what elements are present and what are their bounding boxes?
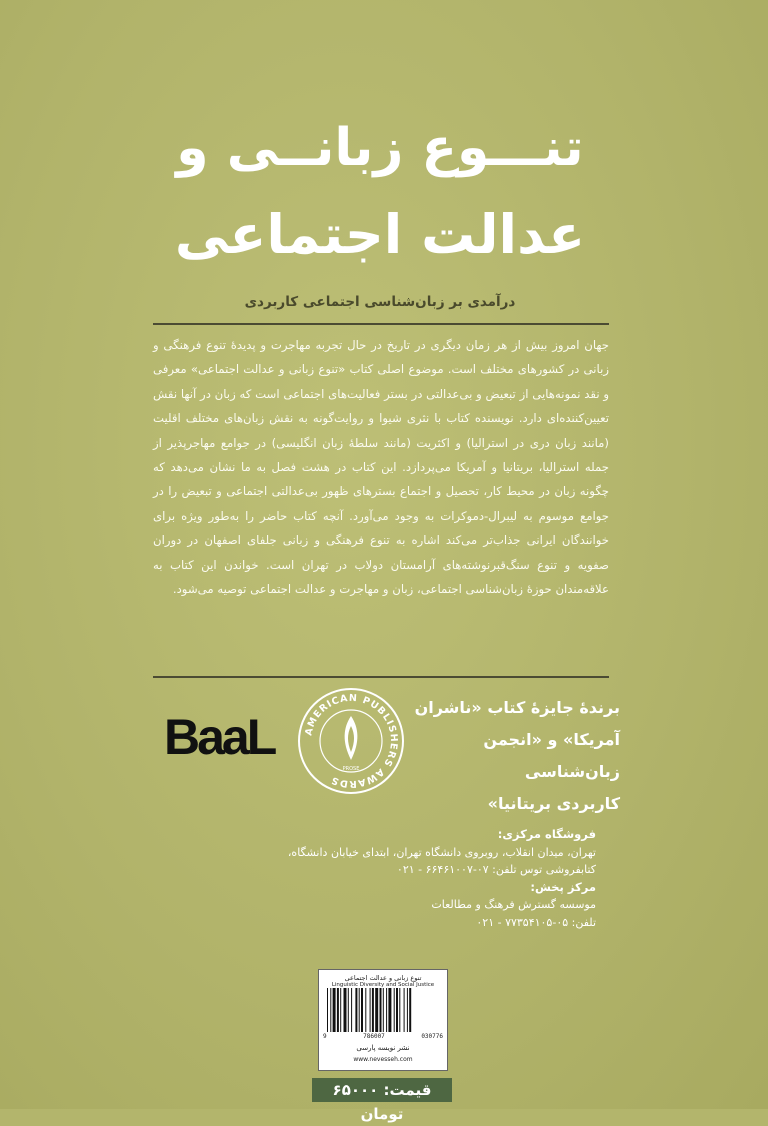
title-line-1: تنـــوع زبانــی و xyxy=(176,118,584,178)
barcode-bar xyxy=(348,988,349,1032)
divider-middle xyxy=(153,676,609,678)
barcode-num-right: 030776 xyxy=(421,1033,443,1040)
barcode-numbers xyxy=(323,1033,443,1040)
baal-logo-text: BaaL xyxy=(164,709,275,765)
american-publishers-awards-seal xyxy=(296,686,406,796)
barcode-bar xyxy=(372,988,374,1032)
barcode-bar xyxy=(386,988,387,1032)
barcode-bar xyxy=(344,988,347,1032)
barcode-bar xyxy=(327,988,328,1032)
store-phone: کتابفروشی توس تلفن: ۰۷-۶۶۴۶۱۰۰۷ - ۰۲۱ xyxy=(396,863,596,876)
barcode-bar xyxy=(340,988,341,1032)
distribution-phone: تلفن: ۰۵-۷۷۳۵۴۱۰۵ - ۰۲۱ xyxy=(476,915,596,929)
seal-inner-text: PROSE xyxy=(342,766,360,772)
distribution-name: موسسه گسترش فرهنگ و مطالعات xyxy=(431,898,596,911)
barcode-bar xyxy=(359,988,360,1032)
barcode-bar xyxy=(409,988,411,1032)
contact-info xyxy=(220,826,596,931)
barcode-bar xyxy=(370,988,371,1032)
barcode-bar xyxy=(394,988,395,1032)
barcode-bar xyxy=(396,988,398,1032)
barcode-bars xyxy=(327,988,439,1032)
barcode-title-fa: تنوع زبانی و عدالت اجتماعی xyxy=(344,974,422,982)
barcode-title-en: Linguistic Diversity and Social Justice xyxy=(331,982,435,988)
award-line-2: آمریکا» و «انجمن زبان‌شناسی xyxy=(483,730,620,781)
store-address: تهران، میدان انقلاب، روبروی دانشگاه تهران، ابتدای خیابان دانشگاه، xyxy=(287,845,596,859)
barcode-bar xyxy=(355,988,357,1032)
barcode-bar xyxy=(330,988,331,1032)
baal-logo xyxy=(162,704,282,764)
barcode-publisher: نشر نویسه پارسی xyxy=(356,1044,410,1052)
price-tag: قیمت: ۶۵۰۰۰ تومان xyxy=(312,1078,452,1102)
seal-ring-text: AMERICAN PUBLISHERS AWARDS xyxy=(303,692,400,790)
barcode-bar xyxy=(407,988,408,1032)
blurb-paragraph: جهان امروز بیش از هر زمان دیگری در تاریخ در حال تجربه مهاجرت و پدیدهٔ تنوع فرهنگی و زبانی در کشورهای مختلف است. موضوع اصلی کتاب «تنوع زبانی و عدالت اجتماعی» معرفی و نقد نمونه‌هایی از تبعیض و بی‌عدالتی در بستر فعالیت‌های اجتماعی است که زبان در آنها نقش تعیین‌کننده‌ای دارد. نویسنده کتاب با نثری شیوا و روایت‌گونه به نقش زبان‌های مختلف اقلیت (مانند زبان دری در استرالیا) و اکثریت (مانند سلطهٔ زبان انگلیسی) در جوامع مهاجرپذیر از جمله استرالیا، بریتانیا و آمریکا می‌پردازد. این کتاب در هشت فصل به ما نشان می‌دهد که چگونه زبان در محیط کار، تحصیل و اجتماع بسترهای ظهور بی‌عدالتی اجتماعی و تبعیض را در جوامع موسوم به لیبرال-دموکرات به وجود می‌آورد. آنچه کتاب حاضر را به‌طور ویژه برای خوانندگان ایرانی جذاب‌تر می‌کند اشاره به تنوع فرهنگی و زبانی جلفای اصفهان در دوران صفویه و تنوع سنگ‌قبرنوشته‌های آرامستان دولاب در تهران است. خواندن این کتاب به علاقه‌مندان حوزهٔ زبان‌شناسی اجتماعی، زبان و مهاجرت و عدالت اجتماعی توصیه می‌شود. xyxy=(153,338,609,597)
barcode-bar xyxy=(380,988,382,1032)
subtitle: درآمدی بر زبان‌شناسی اجتماعی کاربردی xyxy=(244,294,516,310)
barcode-website: www.nevesseh.com xyxy=(353,1056,413,1063)
title-line-2: عدالت اجتماعی xyxy=(174,203,586,266)
barcode-bar xyxy=(333,988,336,1032)
barcode-bar xyxy=(361,988,363,1032)
barcode-bar xyxy=(351,988,352,1032)
store-heading: فروشگاه مرکزی: xyxy=(497,827,596,841)
barcode-bar xyxy=(383,988,384,1032)
award-line-3: کاربردی بریتانیا» xyxy=(487,794,620,813)
barcode-bar xyxy=(399,988,400,1032)
barcode-bar xyxy=(388,988,391,1032)
barcode-num-left: 9 xyxy=(323,1033,327,1040)
divider-top xyxy=(153,323,609,325)
blurb-text xyxy=(153,333,609,601)
barcode-bar xyxy=(337,988,339,1032)
barcode-label xyxy=(318,969,448,1071)
barcode-bar xyxy=(404,988,405,1032)
award-line-1: برندهٔ جایزهٔ کتاب «ناشران xyxy=(414,698,620,717)
barcode-bar xyxy=(375,988,378,1032)
distribution-heading: مرکز پخش: xyxy=(530,879,596,894)
award-statement xyxy=(410,692,620,820)
barcode-bar xyxy=(365,988,366,1032)
barcode-num-mid: 786007 xyxy=(363,1033,385,1040)
